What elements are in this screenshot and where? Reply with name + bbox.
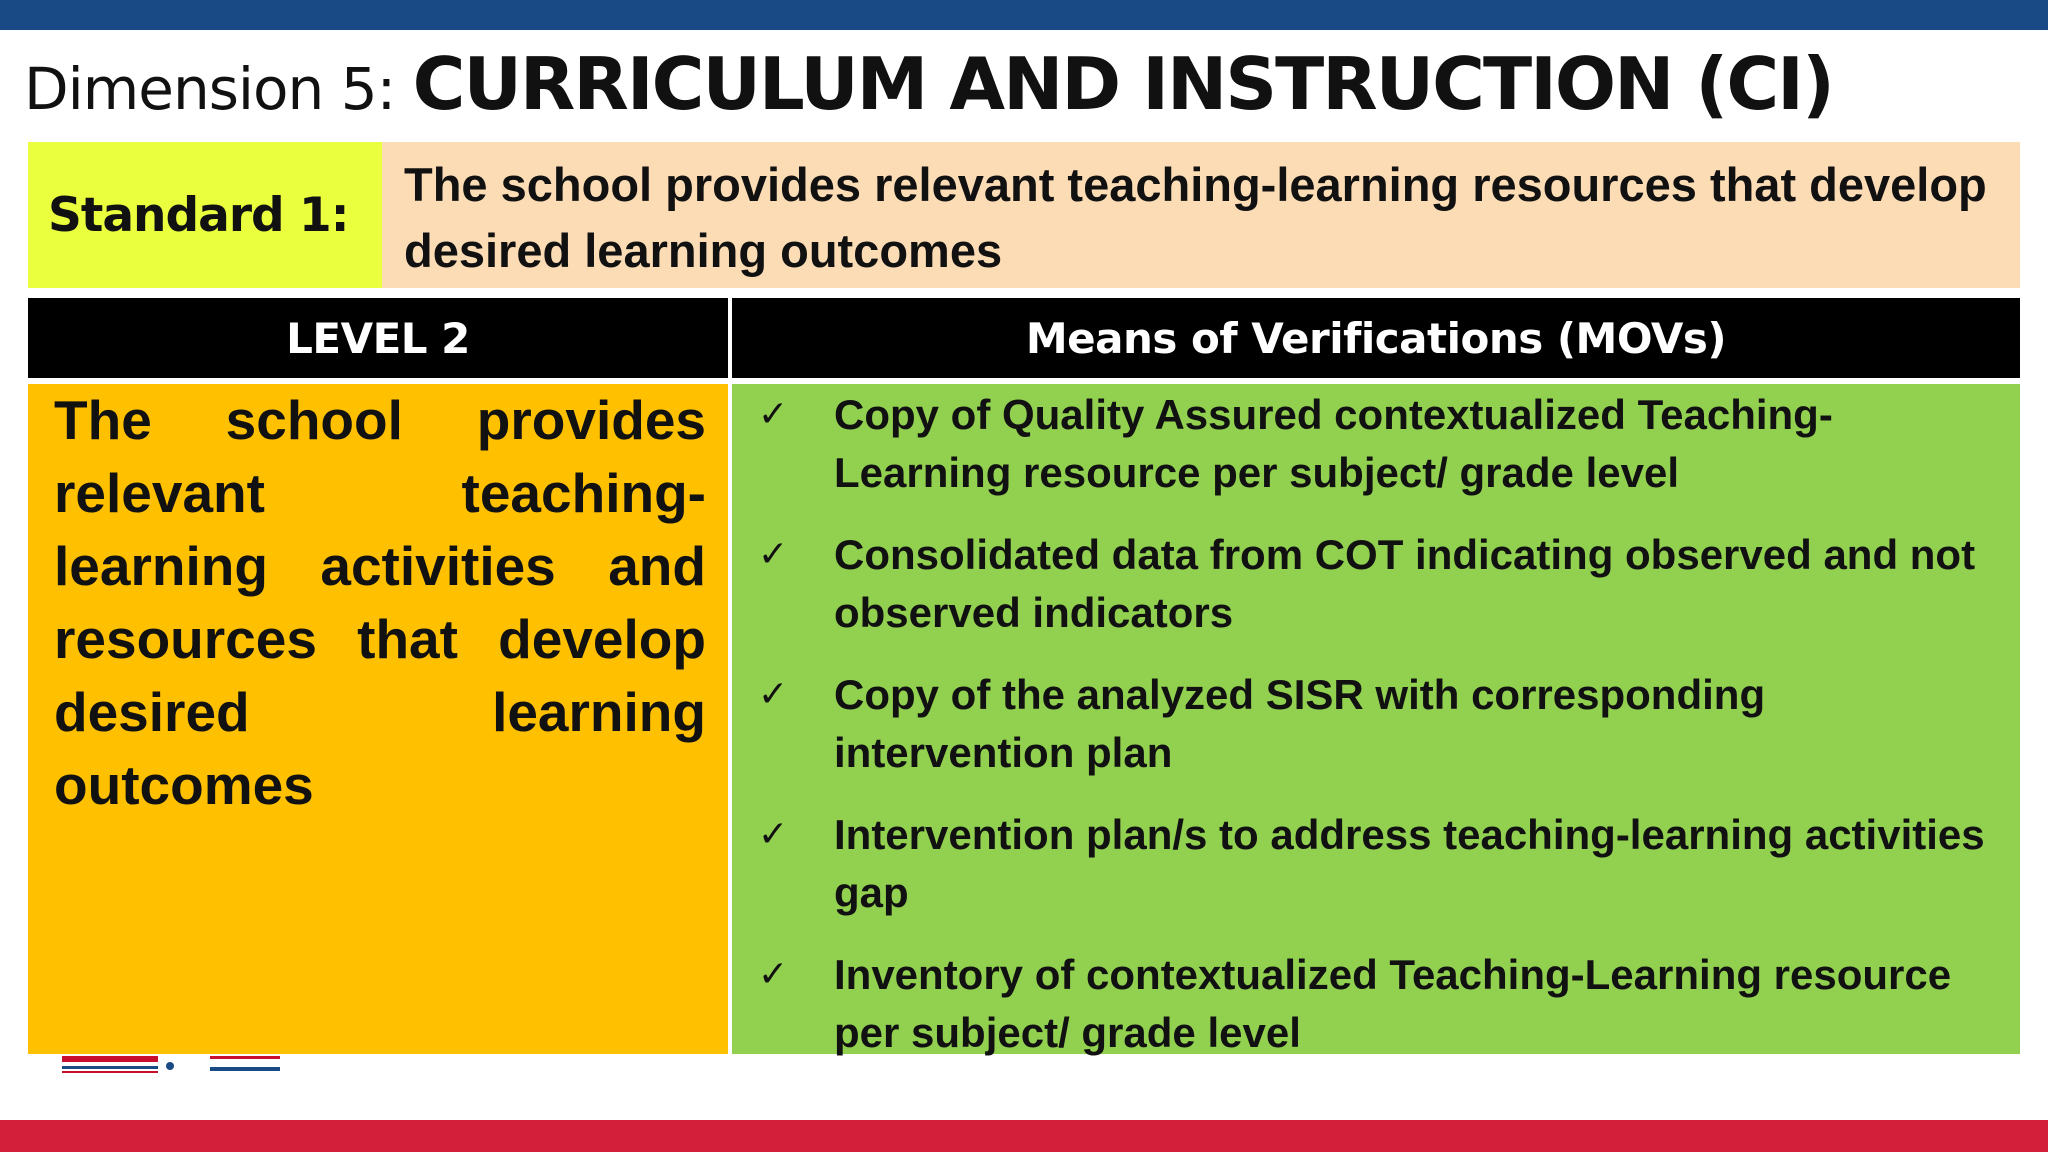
check-icon: ✓ [758, 534, 789, 575]
list-item [732, 526, 2020, 646]
header-level: LEVEL 2 [28, 298, 728, 378]
slide-title [24, 38, 2024, 130]
list-item [732, 386, 2020, 506]
list-item [732, 666, 2020, 786]
standard-label-box [28, 142, 382, 288]
level-cell [28, 384, 728, 1054]
title-prefix: Dimension 5: [24, 55, 413, 123]
standard-label: Standard 1: [48, 187, 349, 243]
list-item [732, 946, 2020, 1066]
mov-text: Copy of Quality Assured contextualized Teaching-Learning resource per subject/ grade level [834, 391, 1833, 496]
top-color-bar [0, 0, 2048, 30]
logo-graphic [60, 1054, 290, 1076]
level-mov-table [28, 298, 2020, 1054]
level-description: The school provides relevant teaching-learning activities and resources that develop desired learning outcomes [54, 389, 706, 816]
check-icon: ✓ [758, 814, 789, 855]
mov-text: Consolidated data from COT indicating observed and not observed indicators [834, 531, 1976, 636]
mov-text: Copy of the analyzed SISR with corresponding intervention plan [834, 671, 1766, 776]
footer-logos [60, 1054, 290, 1076]
list-item [732, 806, 2020, 926]
mov-text: Inventory of contextualized Teaching-Learning resource per subject/ grade level [834, 951, 1952, 1056]
check-icon: ✓ [758, 954, 789, 995]
movs-cell [732, 384, 2020, 1054]
standard-text-box [382, 142, 2020, 288]
standard-text: The school provides relevant teaching-learning resources that develop desired learning outcomes [404, 158, 1987, 277]
check-icon: ✓ [758, 394, 789, 435]
bottom-color-bar [0, 1120, 2048, 1152]
header-movs: Means of Verifications (MOVs) [732, 298, 2020, 378]
check-icon: ✓ [758, 674, 789, 715]
title-main: CURRICULUM AND INSTRUCTION (CI) [412, 42, 1833, 126]
mov-text: Intervention plan/s to address teaching-learning activities gap [834, 811, 1985, 916]
